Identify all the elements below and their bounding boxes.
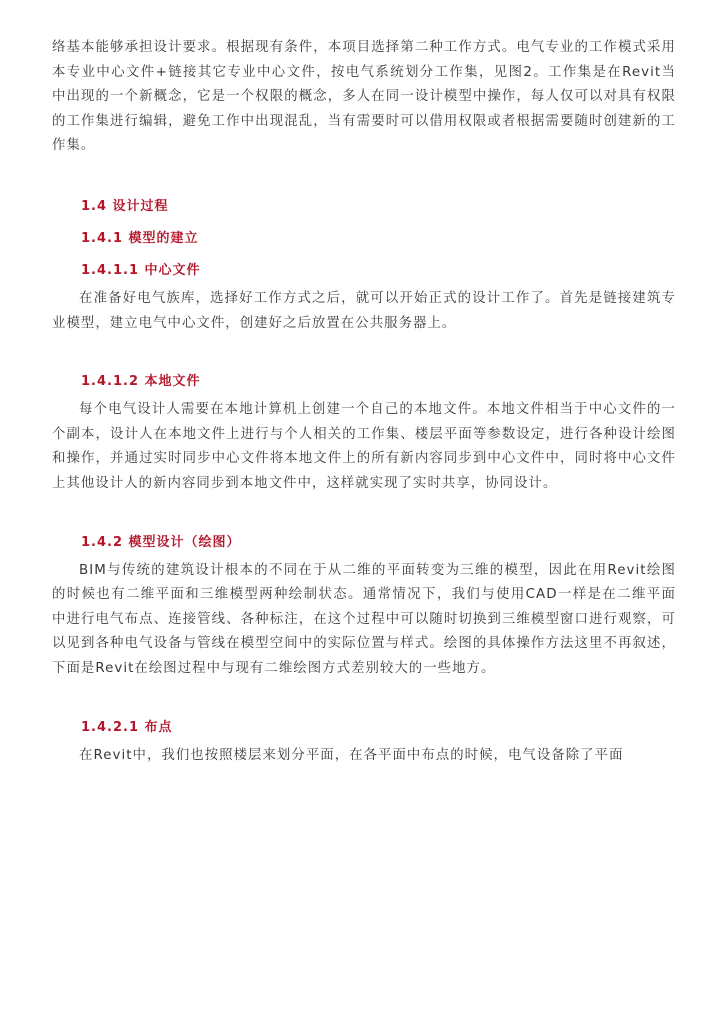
document-page <box>52 36 676 768</box>
spacer <box>52 497 676 533</box>
spacer <box>52 336 676 372</box>
spacer <box>52 682 676 718</box>
body-paragraph-local-file: 每个电气设计人需要在本地计算机上创建一个自己的本地文件。本地文件相当于中心文件的一个副本，设计人在本地文件上进行与个人相关的工作集、楼层平面等参数设定，进行各种设计绘图和操作，并通过实时同步中心文件将本地文件上的所有新内容同步到中心文件中，同时将中心文件上其他设计人的新内容同步到本地文件中，这样就实现了实时共享，协同设计。 <box>52 402 676 491</box>
body-paragraph-central-file: 在准备好电气族库，选择好工作方式之后，就可以开始正式的设计工作了。首先是链接建筑专业模型，建立电气中心文件，创建好之后放置在公共服务器上。 <box>52 290 676 331</box>
section-heading-central-file: 1.4.1.1 中心文件 <box>81 262 201 278</box>
section-heading-layout-points: 1.4.2.1 布点 <box>81 719 173 735</box>
section-heading-model-design: 1.4.2 模型设计（绘图） <box>81 534 241 550</box>
section-heading-local-file: 1.4.1.2 本地文件 <box>81 374 201 390</box>
body-paragraph-model-design: BIM与传统的建筑设计根本的不同在于从二维的平面转变为三维的模型，因此在用Revit绘图的时候也有二维平面和三维模型两种绘制状态。通常情况下，我们与使用CAD一样是在二维平面中进行电气布点、连接管线、各种标注，在这个过程中可以随时切换到三维模型窗口进行观察，可以见到各种电气设备与管线在模型空间中的实际位置与样式。绘图的具体操作方法这里不再叙述，下面是Revit在绘图过程中与现有二维绘图方式差别较大的一些地方。 <box>52 562 676 676</box>
body-paragraph-layout-points: 在Revit中，我们也按照楼层来划分平面，在各平面中布点的时候，电气设备除了平面 <box>79 747 624 763</box>
spacer <box>52 159 676 197</box>
section-heading-design-process: 1.4 设计过程 <box>81 198 169 214</box>
spacer <box>52 249 676 261</box>
body-paragraph-workset-intro: 络基本能够承担设计要求。根据现有条件，本项目选择第二种工作方式。电气专业的工作模式采用本专业中心文件+链接其它专业中心文件，按电气系统划分工作集，见图2。工作集是在Revit当中出现的一个新概念，它是一个权限的概念，多人在同一设计模型中操作，每人仅可以对具有权限的工作集进行编辑，避免工作中出现混乱，当有需要时可以借用权限或者根据需要随时创建新的工作集。 <box>52 40 676 154</box>
section-heading-model-creation: 1.4.1 模型的建立 <box>81 230 199 246</box>
spacer <box>52 217 676 229</box>
